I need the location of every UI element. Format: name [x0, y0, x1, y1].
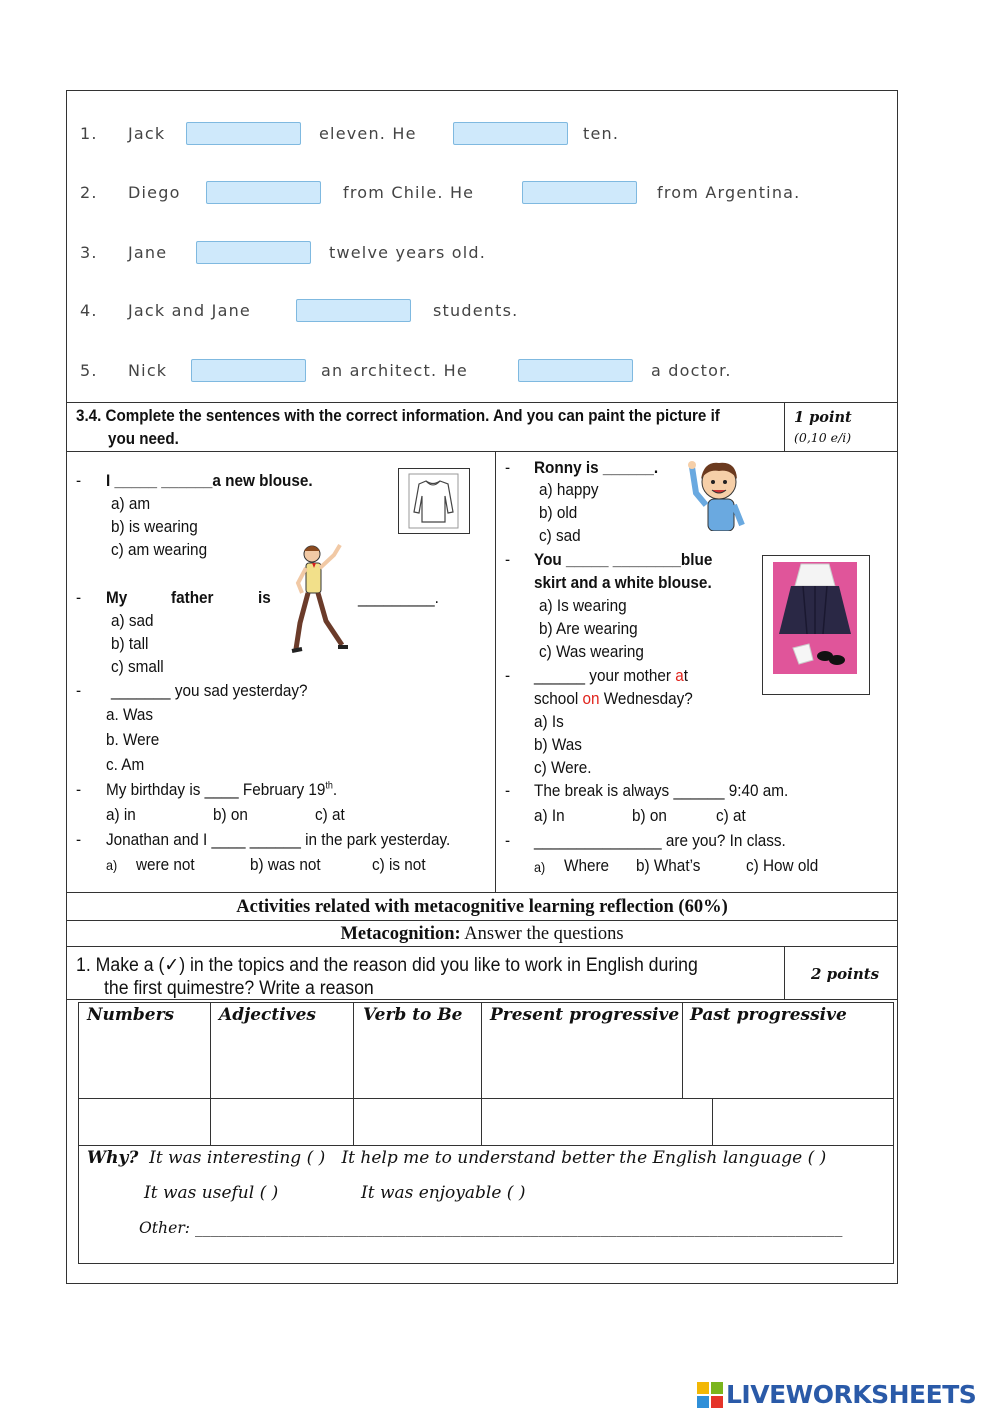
table-row-line	[78, 1145, 894, 1146]
option[interactable]: b) on	[213, 805, 248, 824]
answer-blank[interactable]	[522, 181, 637, 204]
divider	[784, 946, 785, 1000]
section-instruction: 3.4. Complete the sentences with the correct information. And you can paint the picture if	[76, 407, 720, 425]
divider	[66, 999, 898, 1000]
question-stem: Ronny is ______.	[534, 458, 659, 477]
answer-blank[interactable]	[206, 181, 321, 204]
option[interactable]: b. Were	[106, 730, 160, 749]
uniform-image	[762, 555, 870, 695]
option[interactable]: b) was not	[250, 855, 321, 874]
liveworksheets-logo	[697, 1380, 976, 1409]
option[interactable]: c) at	[315, 805, 345, 824]
table-col-line	[210, 1002, 211, 1145]
reason-enjoyable[interactable]: It was enjoyable ( )	[361, 1183, 526, 1203]
blouse-icon	[399, 469, 468, 532]
option[interactable]: c) at	[716, 806, 746, 825]
answer-blank[interactable]	[453, 122, 568, 145]
option[interactable]: Where	[564, 856, 610, 875]
divider	[66, 892, 898, 893]
bullet: -	[76, 780, 82, 799]
option[interactable]: b) is wearing	[111, 517, 198, 536]
question-stem: Jonathan and I ____ ______ in the park yesterday.	[106, 830, 451, 849]
bullet: -	[505, 831, 511, 850]
option[interactable]: a) in	[106, 805, 136, 824]
answer-blank[interactable]	[518, 359, 633, 382]
logo-text: LIVEWORKSHEETS	[726, 1380, 977, 1409]
bullet: -	[505, 781, 511, 800]
question-word: father	[171, 588, 214, 607]
exercise-line-3: 3. Jane twelve years old.	[80, 242, 487, 262]
bullet: -	[505, 550, 511, 569]
question-stem: _______________ are you? In class.	[534, 831, 786, 850]
question-stem: _______ you sad yesterday?	[111, 681, 308, 700]
uniform-photo	[763, 556, 868, 693]
check-cell-adjectives[interactable]	[212, 1099, 352, 1144]
exercise-line-1: 1. Jack eleven. He ten.	[80, 123, 620, 143]
header-past-progressive: Past progressive	[690, 1005, 847, 1025]
exercise-line-5: 5. Nick an architect. He a doctor.	[80, 360, 732, 380]
divider	[66, 402, 898, 403]
question-stem-cont: skirt and a white blouse.	[534, 573, 712, 592]
question-word: is	[258, 588, 271, 607]
bullet: -	[76, 588, 82, 607]
option[interactable]: c) is not	[372, 855, 426, 874]
bullet: -	[505, 666, 511, 685]
activities-title: Activities related with metacognitive learning reflection (60%)	[236, 897, 728, 917]
header-present-progressive: Present progressive	[490, 1005, 680, 1025]
option[interactable]: c. Am	[106, 755, 145, 774]
table-col-line	[712, 1098, 713, 1145]
option[interactable]: c) How old	[746, 856, 819, 875]
option[interactable]: a) Is wearing	[539, 596, 627, 615]
option[interactable]: were not	[136, 855, 195, 874]
divider	[66, 920, 898, 921]
points-label: 1 point	[794, 409, 852, 426]
question-word: My	[106, 588, 128, 607]
option[interactable]: a) am	[111, 494, 151, 513]
option[interactable]: b) tall	[111, 634, 149, 653]
option[interactable]: b) on	[632, 806, 667, 825]
option[interactable]: c) am wearing	[111, 540, 208, 559]
question-stem-cont: school on Wednesday?	[534, 689, 693, 708]
points-label-2: 2 points	[811, 965, 880, 983]
option[interactable]: a. Was	[106, 705, 154, 724]
metacognition-title: Metacognition: Answer the questions	[340, 924, 624, 944]
question-stem: The break is always ______ 9:40 am.	[534, 781, 789, 800]
question-1: 1. Make a (✓) in the topics and the reason did you like to work in English during	[76, 955, 698, 976]
option[interactable]: b) Was	[534, 735, 582, 754]
option[interactable]: c) Was wearing	[539, 642, 644, 661]
option[interactable]: c) small	[111, 657, 164, 676]
question-1-cont: the first quimestre? Write a reason	[104, 978, 374, 999]
divider	[66, 946, 898, 947]
other-reason-field[interactable]: Other: ___________________________________________________________________________________	[139, 1218, 843, 1237]
divider	[784, 402, 785, 451]
option[interactable]: a) In	[534, 806, 565, 825]
option-letter: a)	[106, 857, 118, 873]
option[interactable]: b) Are wearing	[539, 619, 638, 638]
answer-blank[interactable]	[186, 122, 301, 145]
header-verb-to-be: Verb to Be	[363, 1005, 463, 1025]
bullet: -	[76, 830, 82, 849]
option[interactable]: a) Is	[534, 712, 564, 731]
question-blank: _________.	[358, 588, 439, 607]
check-cell-past-progressive[interactable]	[714, 1099, 893, 1144]
option[interactable]: c) Were.	[534, 758, 592, 777]
table-col-line	[682, 1002, 683, 1098]
blouse-image	[398, 468, 470, 534]
table-col-line	[353, 1002, 354, 1145]
check-cell-verb-to-be[interactable]	[355, 1099, 480, 1144]
bullet: -	[76, 681, 82, 700]
option[interactable]: b) What’s	[636, 856, 701, 875]
divider	[66, 451, 898, 452]
question-stem: My birthday is ____ February 19th.	[106, 780, 338, 799]
question-stem: ______ your mother at	[534, 666, 688, 685]
exercise-line-4: 4. Jack and Jane students.	[80, 300, 519, 320]
option[interactable]: a) happy	[539, 480, 599, 499]
section-instruction-cont: you need.	[108, 430, 179, 448]
logo-icon	[697, 1382, 723, 1408]
man-illustration	[290, 543, 352, 657]
bullet: -	[505, 458, 511, 477]
option-letter: a)	[534, 859, 546, 875]
check-cell-present-progressive[interactable]	[483, 1099, 711, 1144]
answer-blank[interactable]	[296, 299, 411, 322]
points-sub: (0,10 e/i)	[794, 430, 852, 445]
answer-blank[interactable]	[196, 241, 311, 264]
answer-blank[interactable]	[191, 359, 306, 382]
reason-useful[interactable]: It was useful ( )	[144, 1183, 279, 1203]
table-col-line	[481, 1002, 482, 1145]
option[interactable]: a) sad	[111, 611, 154, 630]
header-numbers: Numbers	[87, 1005, 175, 1025]
header-adjectives: Adjectives	[219, 1005, 316, 1025]
boy-illustration	[686, 455, 752, 531]
why-row: Why? It was interesting ( ) It help me to understand better the English language ( )	[87, 1148, 827, 1168]
check-cell-numbers[interactable]	[79, 1099, 209, 1144]
option[interactable]: b) old	[539, 503, 578, 522]
column-divider	[495, 451, 496, 892]
exercise-line-2: 2. Diego from Chile. He from Argentina.	[80, 182, 801, 202]
question-stem: You _____ ________blue	[534, 550, 713, 569]
question-stem: I _____ ______a new blouse.	[106, 471, 313, 490]
option[interactable]: c) sad	[539, 526, 581, 545]
bullet: -	[76, 471, 82, 490]
